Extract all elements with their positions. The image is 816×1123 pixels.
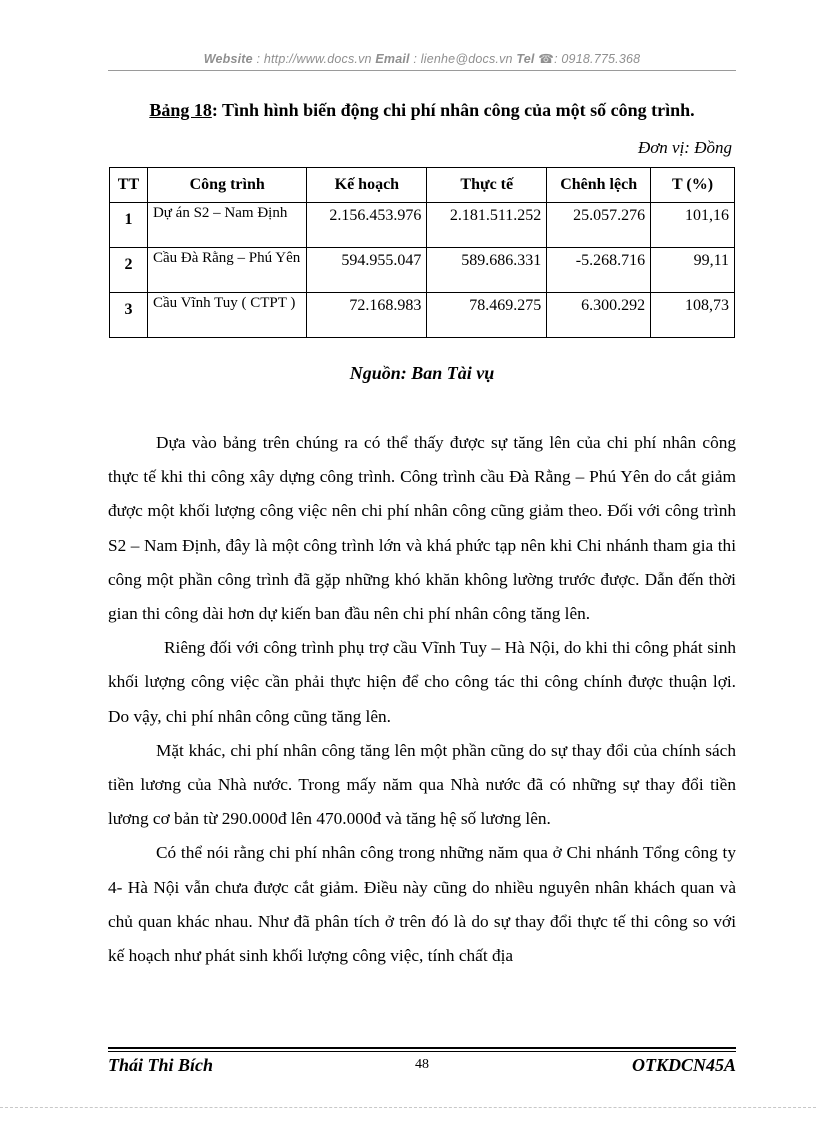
footer-divider-thin <box>108 1051 736 1052</box>
page-footer <box>108 1055 736 1081</box>
paragraph: Dựa vào bảng trên chúng ra có thể thấy được sự tăng lên của chi phí nhân công thực tế khi thi công xây dựng công trình. Công trình cầu Đà Rằng – Phú Yên do cắt giảm được một khối lượng công việc nên chi phí nhân công cũng giảm theo. Đối với công trình S2 – Nam Định, đây là một công trình lớn và khá phức tạp nên khi Chi nhánh tham gia thi công một phần công trình đã gặp những khó khăn không lường trước được. Dẫn đến thời gian thi công dài hơn dự kiến ban đầu nên chi phí nhân công tăng lên. <box>108 433 736 624</box>
cell-diff: 6.300.292 <box>547 293 651 338</box>
body-text <box>108 426 736 973</box>
unit-label: Đơn vị: Đồng <box>637 138 732 157</box>
tel-value: : 0918.775.368 <box>554 52 641 66</box>
footer-divider-thick <box>108 1047 736 1049</box>
table-title-label: Bảng 18 <box>149 100 212 120</box>
cell-tt: 1 <box>110 203 148 248</box>
cell-tt: 2 <box>110 248 148 293</box>
cell-project: Dự án S2 – Nam Định <box>147 203 306 248</box>
cell-plan: 594.955.047 <box>307 248 427 293</box>
col-header-project: Công trình <box>147 168 306 203</box>
tel-label: Tel <box>516 52 535 66</box>
source-note: Nguồn: Ban Tài vụ <box>349 363 495 383</box>
paragraph: Mặt khác, chi phí nhân công tăng lên một phần cũng do sự thay đổi của chính sách tiền lương của Nhà nước. Trong mấy năm qua Nhà nước đã có những sự thay đổi tiền lương cơ bản từ 290.000đ lên 470.000đ và tăng hệ số lương lên. <box>108 740 736 829</box>
footer-author: Thái Thi Bích <box>108 1055 214 1075</box>
table-row <box>110 248 735 293</box>
cell-diff: -5.268.716 <box>547 248 651 293</box>
page-header <box>108 51 736 66</box>
phone-icon: ☎ <box>538 52 555 66</box>
paragraph: Có thể nói rằng chi phí nhân công trong những năm qua ở Chi nhánh Tổng công ty 4- Hà Nội vẫn chưa được cắt giảm. Điều này cũng do nhiều nguyên nhân khách quan và chủ quan khác nhau. Như đã phân tích ở trên đó là do sự thay đổi thực tế thi công so với kế hoạch như phát sinh khối lượng công việc, tính chất địa <box>108 843 736 966</box>
website-label: Website <box>203 52 253 66</box>
cell-project: Cầu Đà Rằng – Phú Yên <box>147 248 306 293</box>
table-row <box>110 203 735 248</box>
cell-actual: 78.469.275 <box>427 293 547 338</box>
cell-plan: 2.156.453.976 <box>307 203 427 248</box>
page-number: 48 <box>415 1057 429 1072</box>
col-header-tt: TT <box>110 168 148 203</box>
email-value: : lienhe@docs.vn <box>413 52 513 66</box>
cell-plan: 72.168.983 <box>307 293 427 338</box>
table-header-row <box>110 168 735 203</box>
col-header-diff: Chênh lệch <box>547 168 651 203</box>
cell-actual: 589.686.331 <box>427 248 547 293</box>
website-value: : http://www.docs.vn <box>256 52 372 66</box>
cell-pct: 101,16 <box>651 203 735 248</box>
paragraph: Riêng đối với công trình phụ trợ cầu Vĩnh Tuy – Hà Nội, do khi thi công phát sinh khối lượng công việc cần phải thực hiện để cho công tác thi công chính được thuận lợi. Do vậy, chi phí nhân công cũng tăng lên. <box>108 638 736 726</box>
table-row <box>110 293 735 338</box>
table-title-text: : Tình hình biến động chi phí nhân công của một số công trình. <box>211 100 695 120</box>
cell-pct: 99,11 <box>651 248 735 293</box>
cell-tt: 3 <box>110 293 148 338</box>
cost-table <box>109 167 735 338</box>
cell-diff: 25.057.276 <box>547 203 651 248</box>
email-label: Email <box>375 52 410 66</box>
cell-pct: 108,73 <box>651 293 735 338</box>
page-edge-divider <box>0 1107 816 1108</box>
table-title <box>108 100 736 121</box>
col-header-actual: Thực tế <box>427 168 547 203</box>
cell-actual: 2.181.511.252 <box>427 203 547 248</box>
col-header-plan: Kế hoạch <box>307 168 427 203</box>
header-divider <box>108 70 736 71</box>
footer-code: OTKDCN45A <box>631 1055 736 1075</box>
col-header-pct: T (%) <box>651 168 735 203</box>
cell-project: Cầu Vĩnh Tuy ( CTPT ) <box>147 293 306 338</box>
